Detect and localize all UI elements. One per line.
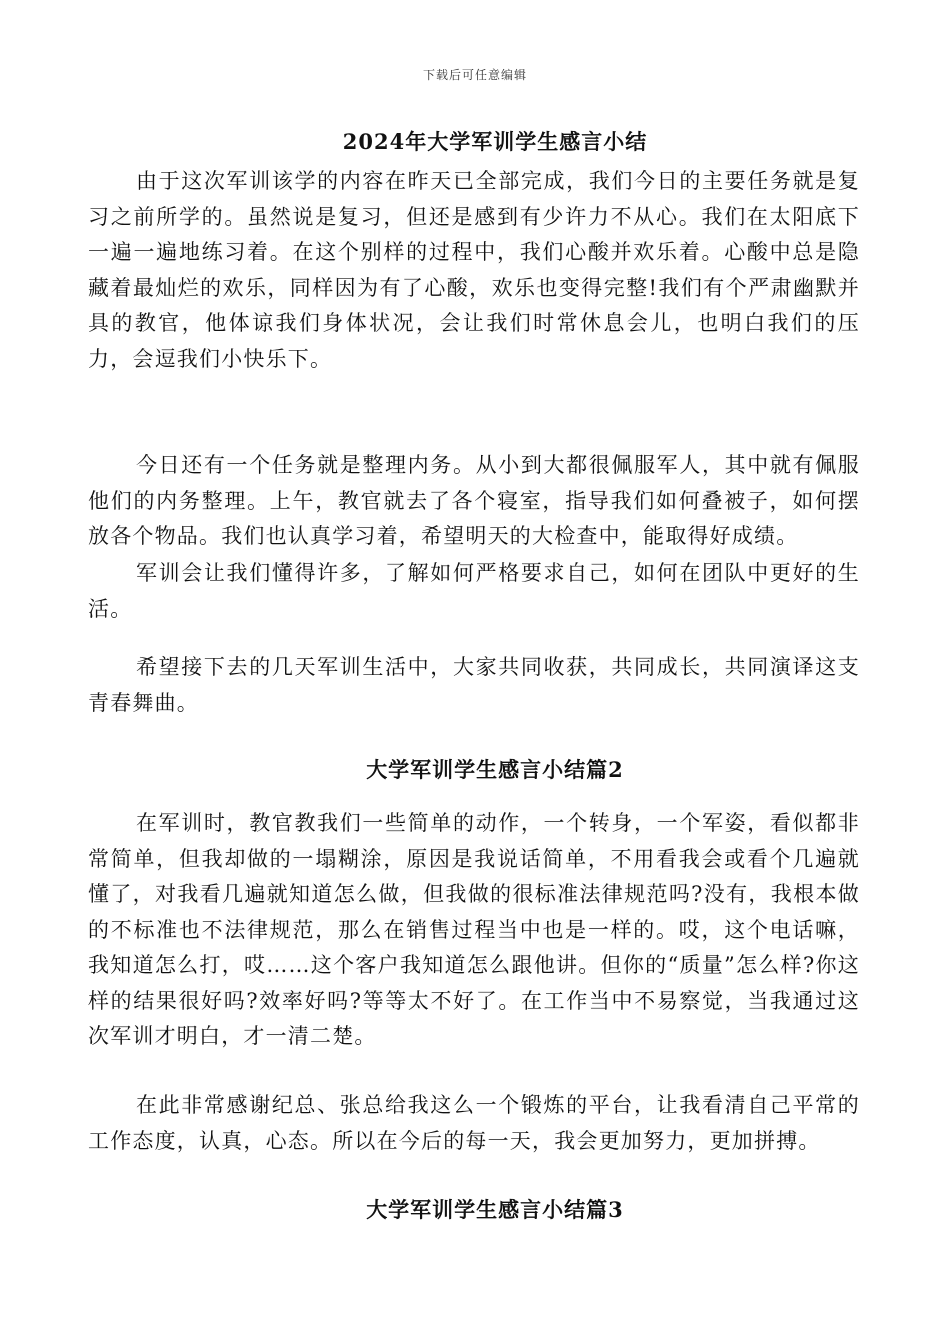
paragraph: 在军训时，教官教我们一些简单的动作，一个转身，一个军姿，看似都非常简单，但我却做的一塌糊涂，原因是我说话简单，不用看我会或看个几遍就懂了，对我看几遍就知道怎么做，但我做的很标准法律规范吗?没有，我根本做的不标准也不法律规范，那么在销售过程当中也是一样的。哎，这个电话嘛，我知道怎么打，哎……这个客户我知道怎么跟他讲。但你的“质量”怎么样?你这样的结果很好吗?效率好吗?等等太不好了。在工作当中不易察觉，当我通过这次军训才明白，才一清二楚。 <box>88 811 860 1048</box>
document-title: 2024年大学军训学生感言小结 <box>342 129 648 154</box>
paragraph: 在此非常感谢纪总、张总给我这么一个锻炼的平台，让我看清自己平常的工作态度，认真，心态。所以在今后的每一天，我会更加努力，更加拼搏。 <box>88 1093 860 1153</box>
paragraph: 希望接下去的几天军训生活中，大家共同收获，共同成长，共同演译这支青春舞曲。 <box>88 655 860 715</box>
paragraph: 军训会让我们懂得许多，了解如何严格要求自己，如何在团队中更好的生活。 <box>88 561 860 621</box>
paragraph: 由于这次军训该学的内容在昨天已全部完成，我们今日的主要任务就是复习之前所学的。虽然说是复习，但还是感到有少许力不从心。我们在太阳底下一遍一遍地练习着。在这个别样的过程中，我们心酸并欢乐着。心酸中总是隐藏着最灿烂的欢乐，同样因为有了心酸，欢乐也变得完整!我们有个严肃幽默并具的教官，他体谅我们身体状况，会让我们时常休息会儿，也明白我们的压力，会逗我们小快乐下。 <box>88 169 860 371</box>
section-heading: 大学军训学生感言小结篇3 <box>366 1197 624 1222</box>
header-note: 下载后可任意编辑 <box>422 68 527 82</box>
paragraph: 今日还有一个任务就是整理内务。从小到大都很佩服军人，其中就有佩服他们的内务整理。上午，教官就去了各个寝室，指导我们如何叠被子，如何摆放各个物品。我们也认真学习着，希望明天的大检查中，能取得好成绩。 <box>88 453 860 548</box>
section-heading: 大学军训学生感言小结篇2 <box>366 757 624 782</box>
